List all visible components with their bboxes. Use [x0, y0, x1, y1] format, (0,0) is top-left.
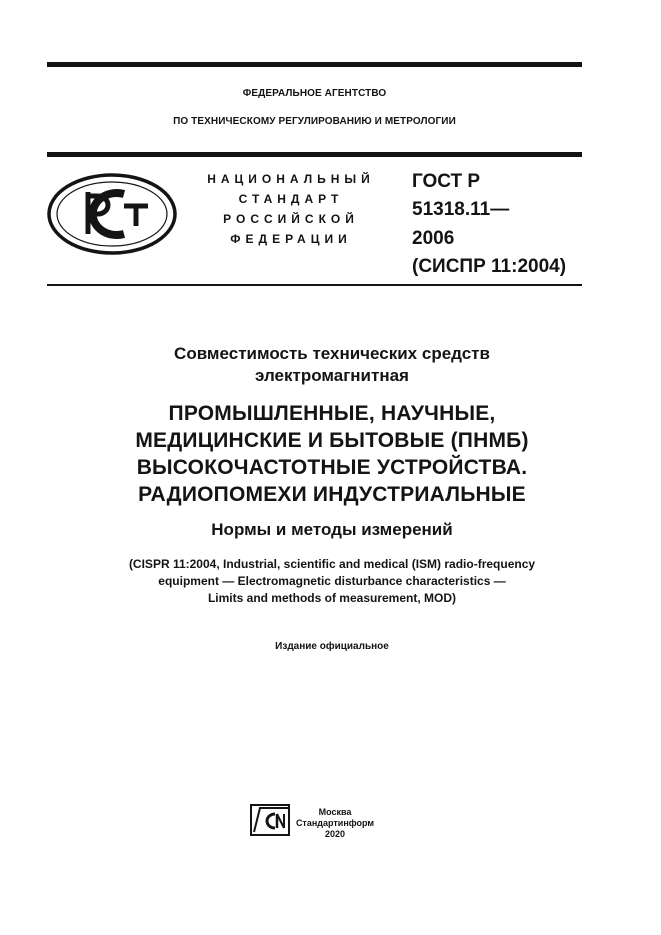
english-title-line-2: equipment — Electromagnetic disturbance characteristics —: [158, 574, 506, 588]
national-standard-line-1: НАЦИОНАЛЬНЫЙ: [207, 172, 375, 186]
subject-line-2: электромагнитная: [255, 366, 409, 385]
national-standard-line-2: СТАНДАРТ: [238, 192, 344, 206]
publisher-city: Москва: [318, 807, 352, 817]
standard-designation-line-4: (СИСПР 11:2004): [412, 256, 567, 277]
title-line-1: ПРОМЫШЛЕННЫЕ, НАУЧНЫЕ,: [168, 402, 496, 425]
english-title: [47, 556, 617, 607]
publication-year: 2020: [324, 829, 346, 839]
subject-heading: [47, 343, 617, 387]
national-standard-line-3: РОССИЙСКОЙ: [223, 212, 359, 226]
agency-line-1: ФЕДЕРАЛЬНОЕ АГЕНТСТВО: [242, 88, 387, 99]
national-standard-line-4: ФЕДЕРАЦИИ: [230, 232, 352, 246]
english-title-line-1: (CISPR 11:2004, Industrial, scientific and medical (ISM) radio-frequency: [128, 557, 536, 571]
english-title-line-3: Limits and methods of measurement, MOD): [207, 591, 457, 605]
standard-designation-line-3: 2006: [412, 228, 455, 249]
document-title: [47, 400, 617, 508]
standard-designation-line-2: 51318.11—: [412, 199, 510, 220]
standartinform-logo-icon: [250, 804, 290, 836]
edition-label: Издание официальное: [275, 641, 389, 652]
standard-designation-line-1: ГОСТ Р: [412, 171, 481, 192]
title-line-3: ВЫСОКОЧАСТОТНЫЕ УСТРОЙСТВА.: [136, 456, 528, 479]
title-line-2: МЕДИЦИНСКИЕ И БЫТОВЫЕ (ПНМБ): [135, 429, 529, 452]
rst-certification-mark-icon: [46, 172, 178, 256]
document-subtitle: Нормы и методы измерений: [211, 520, 453, 539]
title-line-4: РАДИОПОМЕХИ ИНДУСТРИАЛЬНЫЕ: [138, 483, 526, 506]
middle-rule: [47, 152, 582, 157]
bottom-rule: [47, 284, 582, 286]
agency-line-2: ПО ТЕХНИЧЕСКОМУ РЕГУЛИРОВАНИЮ И МЕТРОЛОГИИ: [173, 116, 456, 127]
subject-line-1: Совместимость технических средств: [174, 344, 490, 363]
publisher-name: Стандартинформ: [295, 818, 375, 828]
top-rule: [47, 62, 582, 67]
